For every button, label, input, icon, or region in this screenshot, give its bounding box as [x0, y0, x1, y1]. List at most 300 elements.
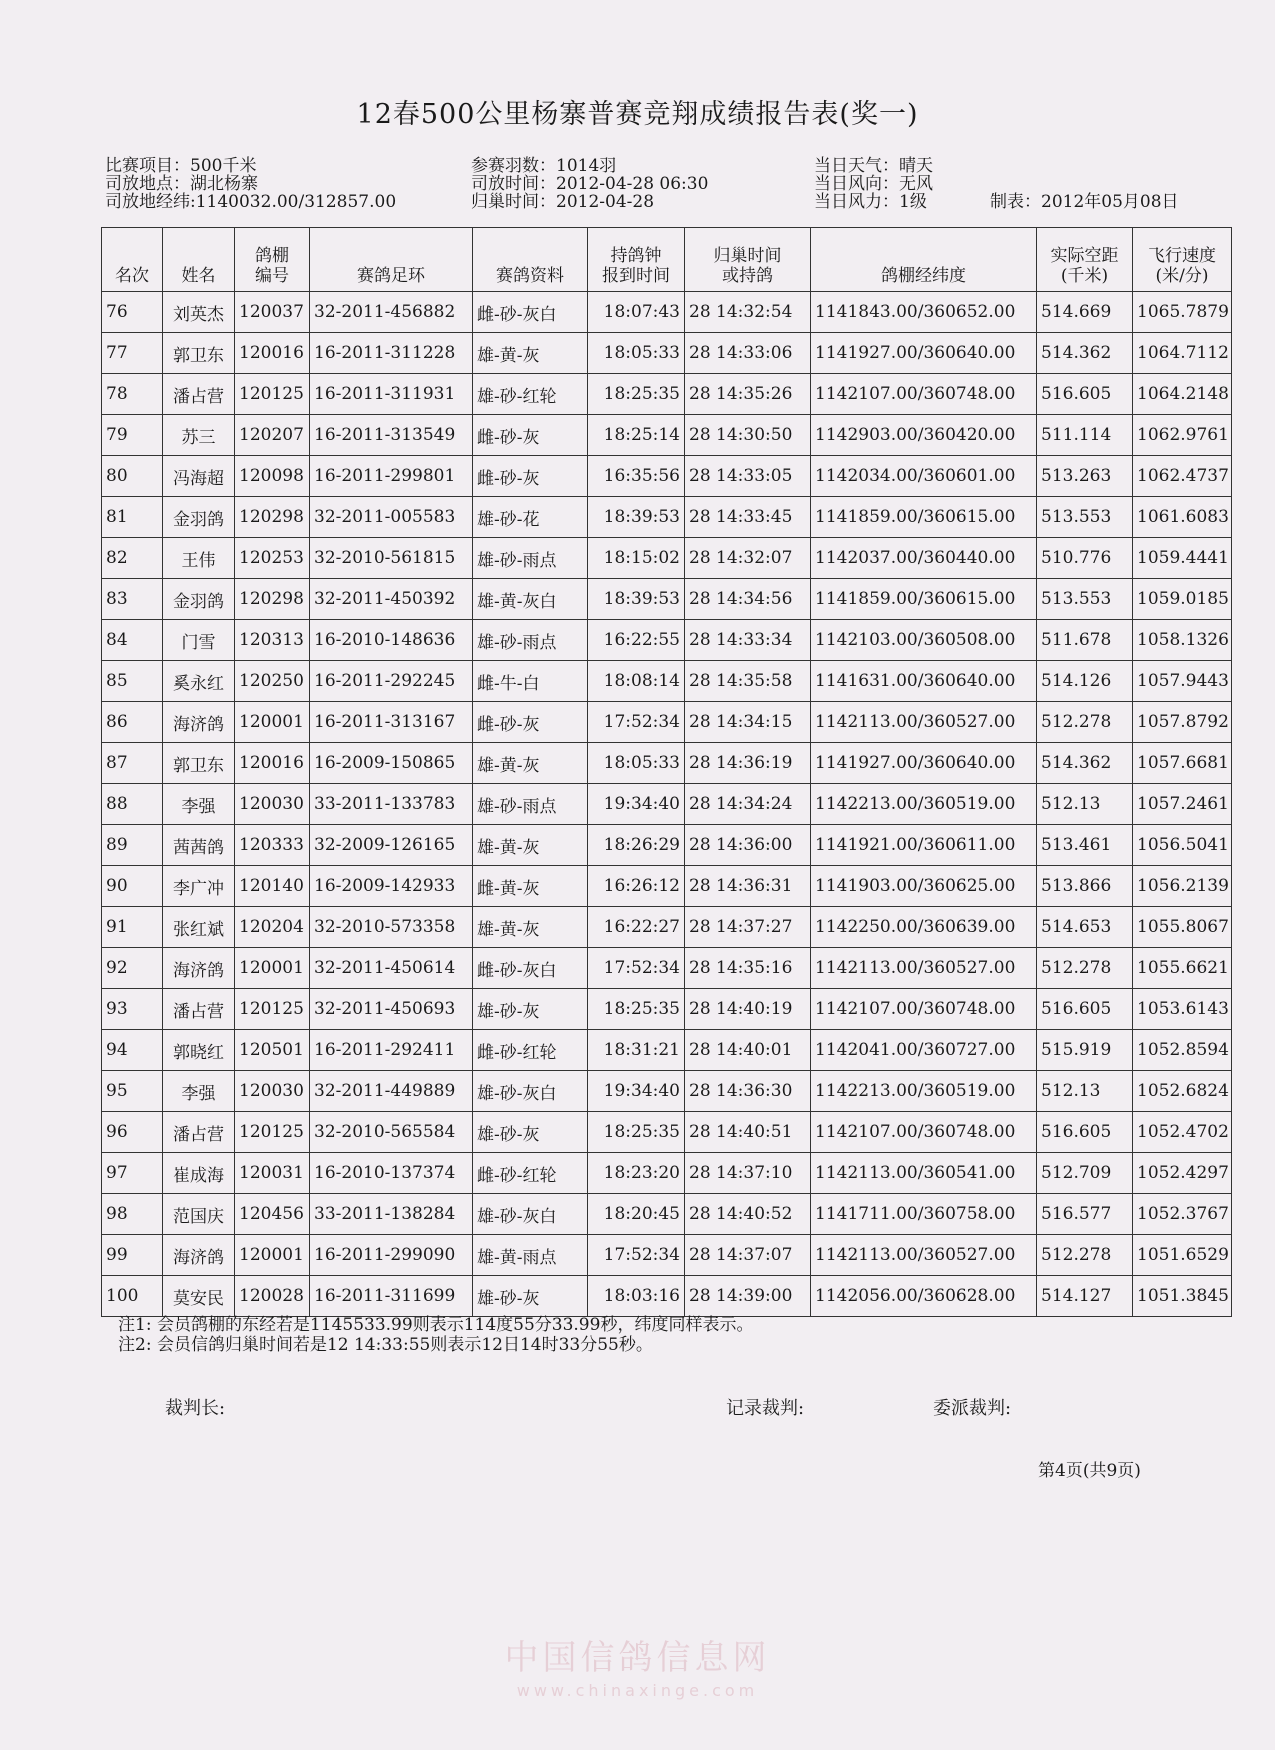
cell-name: 莫安民 — [163, 1276, 235, 1317]
cell-name: 潘占营 — [163, 374, 235, 415]
cell-name: 海济鸽 — [163, 1235, 235, 1276]
cell-return-time: 28 14:40:52 — [685, 1194, 811, 1235]
cell-speed: 1057.6681 — [1133, 743, 1232, 784]
table-row — [102, 661, 1232, 702]
cell-loft-coords: 1142113.00/360527.00 — [811, 948, 1037, 989]
note-1: 注1: 会员鸽棚的东经若是1145533.99则表示114度55分33.99秒，纬度同样表示。 — [118, 1315, 754, 1335]
cell-ring: 16-2009-142933 — [310, 866, 473, 907]
cell-ring: 33-2011-133783 — [310, 784, 473, 825]
cell-loft-id: 120207 — [235, 415, 310, 456]
cell-pigeon-info: 雌-砂-红轮 — [473, 1030, 588, 1071]
cell-rank: 80 — [102, 456, 163, 497]
note-2: 注2: 会员信鸽归巢时间若是12 14:33:55则表示12日14时33分55秒。 — [118, 1335, 653, 1355]
cell-rank: 87 — [102, 743, 163, 784]
cell-clock-time: 18:23:20 — [588, 1153, 685, 1194]
table-row — [102, 784, 1232, 825]
cell-speed: 1051.6529 — [1133, 1235, 1232, 1276]
cell-distance: 516.605 — [1037, 989, 1133, 1030]
cell-name: 苏三 — [163, 415, 235, 456]
cell-name: 范国庆 — [163, 1194, 235, 1235]
table-row — [102, 497, 1232, 538]
cell-loft-coords: 1142103.00/360508.00 — [811, 620, 1037, 661]
cell-speed: 1055.8067 — [1133, 907, 1232, 948]
cell-clock-time: 16:22:55 — [588, 620, 685, 661]
cell-rank: 79 — [102, 415, 163, 456]
cell-speed: 1064.2148 — [1133, 374, 1232, 415]
cell-ring: 16-2011-311228 — [310, 333, 473, 374]
cell-loft-coords: 1142113.00/360527.00 — [811, 1235, 1037, 1276]
cell-rank: 92 — [102, 948, 163, 989]
cell-name: 奚永红 — [163, 661, 235, 702]
cell-clock-time: 16:26:12 — [588, 866, 685, 907]
cell-ring: 33-2011-138284 — [310, 1194, 473, 1235]
cell-loft-coords: 1142107.00/360748.00 — [811, 1112, 1037, 1153]
cell-speed: 1055.6621 — [1133, 948, 1232, 989]
watermark-cn: 中国信鸽信息网 — [504, 1638, 771, 1678]
header-speed: 飞行速度 (米/分) — [1133, 228, 1232, 292]
cell-return-time: 28 14:33:45 — [685, 497, 811, 538]
cell-return-time: 28 14:40:51 — [685, 1112, 811, 1153]
table-row — [102, 1276, 1232, 1317]
cell-loft-coords: 1141903.00/360625.00 — [811, 866, 1037, 907]
cell-name: 张红斌 — [163, 907, 235, 948]
cell-speed: 1052.4297 — [1133, 1153, 1232, 1194]
page-number: 第4页(共9页) — [1038, 1461, 1141, 1481]
info-release-time: 司放时间：2012-04-28 06:30 — [471, 174, 709, 194]
cell-speed: 1057.2461 — [1133, 784, 1232, 825]
cell-clock-time: 18:20:45 — [588, 1194, 685, 1235]
info-return-time: 归巢时间：2012-04-28 — [471, 192, 655, 212]
cell-distance: 514.362 — [1037, 333, 1133, 374]
header-pigeon-info: 赛鸽资料 — [473, 228, 588, 292]
cell-name: 门雪 — [163, 620, 235, 661]
cell-loft-coords: 1141927.00/360640.00 — [811, 743, 1037, 784]
cell-distance: 514.126 — [1037, 661, 1133, 702]
cell-rank: 97 — [102, 1153, 163, 1194]
cell-name: 郭晓红 — [163, 1030, 235, 1071]
cell-rank: 90 — [102, 866, 163, 907]
cell-pigeon-info: 雄-砂-灰 — [473, 1112, 588, 1153]
cell-pigeon-info: 雄-砂-花 — [473, 497, 588, 538]
cell-rank: 93 — [102, 989, 163, 1030]
cell-speed: 1052.6824 — [1133, 1071, 1232, 1112]
table-row — [102, 374, 1232, 415]
info-release-place: 司放地点：湖北杨寨 — [105, 174, 258, 194]
cell-distance: 514.653 — [1037, 907, 1133, 948]
cell-loft-id: 120001 — [235, 702, 310, 743]
cell-clock-time: 18:31:21 — [588, 1030, 685, 1071]
cell-rank: 99 — [102, 1235, 163, 1276]
info-col-3 — [814, 157, 933, 211]
cell-loft-id: 120001 — [235, 948, 310, 989]
table-row — [102, 1235, 1232, 1276]
cell-speed: 1062.9761 — [1133, 415, 1232, 456]
cell-ring: 16-2010-148636 — [310, 620, 473, 661]
cell-name: 茜茜鸽 — [163, 825, 235, 866]
cell-distance: 516.577 — [1037, 1194, 1133, 1235]
cell-rank: 81 — [102, 497, 163, 538]
cell-ring: 32-2011-005583 — [310, 497, 473, 538]
table-row — [102, 456, 1232, 497]
cell-clock-time: 19:34:40 — [588, 784, 685, 825]
cell-loft-id: 120016 — [235, 743, 310, 784]
cell-loft-coords: 1142041.00/360727.00 — [811, 1030, 1037, 1071]
cell-loft-coords: 1142113.00/360527.00 — [811, 702, 1037, 743]
watermark — [0, 1630, 1275, 1700]
cell-loft-coords: 1142113.00/360541.00 — [811, 1153, 1037, 1194]
table-row — [102, 1153, 1232, 1194]
cell-loft-id: 120253 — [235, 538, 310, 579]
cell-rank: 78 — [102, 374, 163, 415]
cell-ring: 32-2009-126165 — [310, 825, 473, 866]
cell-pigeon-info: 雄-砂-灰 — [473, 989, 588, 1030]
cell-speed: 1064.7112 — [1133, 333, 1232, 374]
header-ring: 赛鸽足环 — [310, 228, 473, 292]
table-row — [102, 579, 1232, 620]
cell-speed: 1051.3845 — [1133, 1276, 1232, 1317]
table-row — [102, 415, 1232, 456]
cell-return-time: 28 14:30:50 — [685, 415, 811, 456]
cell-speed: 1056.5041 — [1133, 825, 1232, 866]
cell-ring: 32-2010-565584 — [310, 1112, 473, 1153]
cell-pigeon-info: 雄-黄-灰 — [473, 333, 588, 374]
cell-return-time: 28 14:35:26 — [685, 374, 811, 415]
cell-loft-coords: 1142213.00/360519.00 — [811, 1071, 1037, 1112]
table-row — [102, 620, 1232, 661]
cell-distance: 513.553 — [1037, 497, 1133, 538]
cell-loft-coords: 1142107.00/360748.00 — [811, 374, 1037, 415]
cell-speed: 1061.6083 — [1133, 497, 1232, 538]
cell-speed: 1057.9443 — [1133, 661, 1232, 702]
cell-clock-time: 17:52:34 — [588, 702, 685, 743]
watermark-url: www.chinaxinge.com — [516, 1681, 759, 1700]
table-row — [102, 333, 1232, 374]
cell-pigeon-info: 雌-砂-红轮 — [473, 1153, 588, 1194]
cell-loft-id: 120030 — [235, 784, 310, 825]
cell-clock-time: 19:34:40 — [588, 1071, 685, 1112]
info-release-coords: 司放地经纬:1140032.00/312857.00 — [105, 192, 397, 212]
cell-speed: 1059.0185 — [1133, 579, 1232, 620]
cell-ring: 16-2011-292245 — [310, 661, 473, 702]
cell-distance: 510.776 — [1037, 538, 1133, 579]
recorder-referee-label: 记录裁判: — [726, 1398, 805, 1419]
notes — [118, 1315, 753, 1355]
cell-ring: 16-2010-137374 — [310, 1153, 473, 1194]
cell-loft-coords: 1142034.00/360601.00 — [811, 456, 1037, 497]
cell-ring: 32-2010-561815 — [310, 538, 473, 579]
cell-clock-time: 17:52:34 — [588, 948, 685, 989]
cell-clock-time: 18:05:33 — [588, 743, 685, 784]
cell-rank: 86 — [102, 702, 163, 743]
cell-distance: 515.919 — [1037, 1030, 1133, 1071]
cell-rank: 89 — [102, 825, 163, 866]
cell-return-time: 28 14:36:00 — [685, 825, 811, 866]
cell-distance: 513.553 — [1037, 579, 1133, 620]
cell-loft-id: 120501 — [235, 1030, 310, 1071]
cell-pigeon-info: 雄-砂-雨点 — [473, 538, 588, 579]
cell-loft-id: 120250 — [235, 661, 310, 702]
table-row — [102, 866, 1232, 907]
cell-pigeon-info: 雌-砂-灰白 — [473, 948, 588, 989]
cell-clock-time: 18:39:53 — [588, 579, 685, 620]
cell-return-time: 28 14:34:15 — [685, 702, 811, 743]
header-loft-coords: 鸽棚经纬度 — [811, 228, 1037, 292]
cell-return-time: 28 14:34:24 — [685, 784, 811, 825]
cell-pigeon-info: 雄-砂-雨点 — [473, 620, 588, 661]
cell-clock-time: 18:25:35 — [588, 1112, 685, 1153]
info-weather: 当日天气：晴天 — [814, 156, 933, 176]
cell-pigeon-info: 雄-黄-灰 — [473, 743, 588, 784]
cell-return-time: 28 14:32:07 — [685, 538, 811, 579]
cell-ring: 16-2011-311931 — [310, 374, 473, 415]
cell-name: 郭卫东 — [163, 743, 235, 784]
cell-return-time: 28 14:35:16 — [685, 948, 811, 989]
cell-name: 潘占营 — [163, 1112, 235, 1153]
report-title: 12春500公里杨寨普赛竞翔成绩报告表(奖一) — [356, 99, 919, 130]
cell-loft-coords: 1142056.00/360628.00 — [811, 1276, 1037, 1317]
cell-distance: 513.263 — [1037, 456, 1133, 497]
cell-pigeon-info: 雄-砂-雨点 — [473, 784, 588, 825]
info-wind-force: 当日风力：1级 — [814, 192, 927, 212]
results-table — [101, 227, 1232, 1317]
cell-loft-id: 120204 — [235, 907, 310, 948]
cell-pigeon-info: 雄-砂-灰白 — [473, 1071, 588, 1112]
cell-name: 金羽鸽 — [163, 579, 235, 620]
cell-speed: 1053.6143 — [1133, 989, 1232, 1030]
cell-loft-coords: 1141631.00/360640.00 — [811, 661, 1037, 702]
cell-rank: 100 — [102, 1276, 163, 1317]
cell-ring: 16-2011-313549 — [310, 415, 473, 456]
table-row — [102, 1112, 1232, 1153]
cell-name: 潘占营 — [163, 989, 235, 1030]
cell-pigeon-info: 雌-砂-灰 — [473, 456, 588, 497]
cell-pigeon-info: 雌-砂-灰 — [473, 415, 588, 456]
cell-loft-id: 120125 — [235, 1112, 310, 1153]
delegate-referee-label: 委派裁判: — [933, 1398, 1012, 1419]
header-loft-id: 鸽棚 编号 — [235, 228, 310, 292]
table-row — [102, 989, 1232, 1030]
cell-distance: 514.669 — [1037, 292, 1133, 333]
cell-ring: 16-2011-313167 — [310, 702, 473, 743]
header-distance: 实际空距 (千米) — [1037, 228, 1133, 292]
cell-ring: 16-2011-299801 — [310, 456, 473, 497]
cell-distance: 512.278 — [1037, 948, 1133, 989]
cell-loft-id: 120456 — [235, 1194, 310, 1235]
cell-loft-coords: 1142037.00/360440.00 — [811, 538, 1037, 579]
cell-speed: 1052.3767 — [1133, 1194, 1232, 1235]
cell-rank: 77 — [102, 333, 163, 374]
cell-return-time: 28 14:40:01 — [685, 1030, 811, 1071]
cell-pigeon-info: 雄-黄-灰 — [473, 825, 588, 866]
cell-loft-coords: 1141711.00/360758.00 — [811, 1194, 1037, 1235]
cell-loft-coords: 1142213.00/360519.00 — [811, 784, 1037, 825]
header-rank: 名次 — [102, 228, 163, 292]
cell-speed: 1052.4702 — [1133, 1112, 1232, 1153]
cell-name: 李广冲 — [163, 866, 235, 907]
cell-speed: 1062.4737 — [1133, 456, 1232, 497]
cell-loft-id: 120001 — [235, 1235, 310, 1276]
cell-distance: 516.605 — [1037, 1112, 1133, 1153]
cell-speed: 1056.2139 — [1133, 866, 1232, 907]
cell-return-time: 28 14:36:31 — [685, 866, 811, 907]
cell-name: 李强 — [163, 784, 235, 825]
table-row — [102, 825, 1232, 866]
cell-distance: 512.13 — [1037, 1071, 1133, 1112]
cell-pigeon-info: 雄-黄-灰 — [473, 907, 588, 948]
cell-clock-time: 18:25:14 — [588, 415, 685, 456]
cell-pigeon-info: 雌-牛-白 — [473, 661, 588, 702]
cell-return-time: 28 14:37:07 — [685, 1235, 811, 1276]
cell-rank: 82 — [102, 538, 163, 579]
header-name: 姓名 — [163, 228, 235, 292]
table-row — [102, 292, 1232, 333]
table-row — [102, 948, 1232, 989]
cell-loft-coords: 1142107.00/360748.00 — [811, 989, 1037, 1030]
cell-loft-id: 120031 — [235, 1153, 310, 1194]
cell-loft-id: 120140 — [235, 866, 310, 907]
cell-pigeon-info: 雄-黄-灰白 — [473, 579, 588, 620]
cell-name: 海济鸽 — [163, 702, 235, 743]
cell-rank: 84 — [102, 620, 163, 661]
cell-loft-id: 120125 — [235, 374, 310, 415]
cell-speed: 1065.7879 — [1133, 292, 1232, 333]
table-header-row — [102, 228, 1232, 292]
cell-ring: 16-2009-150865 — [310, 743, 473, 784]
cell-distance: 514.127 — [1037, 1276, 1133, 1317]
cell-distance: 512.278 — [1037, 702, 1133, 743]
info-entry-count: 参赛羽数：1014羽 — [471, 156, 617, 176]
cell-ring: 32-2011-456882 — [310, 292, 473, 333]
table-row — [102, 1030, 1232, 1071]
cell-ring: 16-2011-311699 — [310, 1276, 473, 1317]
cell-return-time: 28 14:37:10 — [685, 1153, 811, 1194]
cell-loft-id: 120028 — [235, 1276, 310, 1317]
cell-rank: 91 — [102, 907, 163, 948]
cell-pigeon-info: 雄-黄-雨点 — [473, 1235, 588, 1276]
cell-pigeon-info: 雌-黄-灰 — [473, 866, 588, 907]
cell-loft-id: 120298 — [235, 579, 310, 620]
cell-ring: 16-2011-292411 — [310, 1030, 473, 1071]
cell-name: 冯海超 — [163, 456, 235, 497]
table-row — [102, 743, 1232, 784]
cell-loft-coords: 1141843.00/360652.00 — [811, 292, 1037, 333]
cell-clock-time: 18:03:16 — [588, 1276, 685, 1317]
cell-return-time: 28 14:33:06 — [685, 333, 811, 374]
cell-pigeon-info: 雌-砂-灰白 — [473, 292, 588, 333]
cell-loft-id: 120298 — [235, 497, 310, 538]
header-return-time: 归巢时间 或持鸽 — [685, 228, 811, 292]
chief-referee-label: 裁判长: — [165, 1398, 226, 1419]
cell-return-time: 28 14:40:19 — [685, 989, 811, 1030]
cell-ring: 16-2011-299090 — [310, 1235, 473, 1276]
cell-ring: 32-2011-450392 — [310, 579, 473, 620]
cell-name: 崔成海 — [163, 1153, 235, 1194]
cell-name: 李强 — [163, 1071, 235, 1112]
cell-name: 郭卫东 — [163, 333, 235, 374]
cell-name: 海济鸽 — [163, 948, 235, 989]
cell-return-time: 28 14:33:05 — [685, 456, 811, 497]
cell-return-time: 28 14:33:34 — [685, 620, 811, 661]
cell-ring: 32-2011-450693 — [310, 989, 473, 1030]
cell-clock-time: 18:15:02 — [588, 538, 685, 579]
cell-rank: 96 — [102, 1112, 163, 1153]
cell-loft-id: 120037 — [235, 292, 310, 333]
cell-distance: 511.678 — [1037, 620, 1133, 661]
cell-loft-coords: 1142903.00/360420.00 — [811, 415, 1037, 456]
cell-speed: 1052.8594 — [1133, 1030, 1232, 1071]
cell-clock-time: 18:26:29 — [588, 825, 685, 866]
cell-distance: 516.605 — [1037, 374, 1133, 415]
cell-loft-coords: 1142250.00/360639.00 — [811, 907, 1037, 948]
cell-distance: 513.461 — [1037, 825, 1133, 866]
cell-rank: 76 — [102, 292, 163, 333]
cell-ring: 32-2011-450614 — [310, 948, 473, 989]
header-clock-time: 持鸽钟 报到时间 — [588, 228, 685, 292]
cell-rank: 98 — [102, 1194, 163, 1235]
cell-clock-time: 18:25:35 — [588, 374, 685, 415]
cell-clock-time: 17:52:34 — [588, 1235, 685, 1276]
cell-pigeon-info: 雄-砂-灰 — [473, 1276, 588, 1317]
cell-loft-coords: 1141859.00/360615.00 — [811, 579, 1037, 620]
cell-clock-time: 18:08:14 — [588, 661, 685, 702]
cell-return-time: 28 14:32:54 — [685, 292, 811, 333]
cell-distance: 512.278 — [1037, 1235, 1133, 1276]
info-col-2 — [471, 157, 708, 211]
cell-rank: 85 — [102, 661, 163, 702]
cell-clock-time: 18:05:33 — [588, 333, 685, 374]
table-row — [102, 907, 1232, 948]
info-col-1 — [105, 157, 396, 211]
cell-loft-coords: 1141921.00/360611.00 — [811, 825, 1037, 866]
cell-loft-coords: 1141927.00/360640.00 — [811, 333, 1037, 374]
cell-clock-time: 16:35:56 — [588, 456, 685, 497]
cell-return-time: 28 14:37:27 — [685, 907, 811, 948]
cell-name: 刘英杰 — [163, 292, 235, 333]
info-wind-direction: 当日风向：无风 — [814, 174, 933, 194]
cell-loft-id: 120333 — [235, 825, 310, 866]
cell-name: 金羽鸽 — [163, 497, 235, 538]
cell-distance: 511.114 — [1037, 415, 1133, 456]
cell-return-time: 28 14:34:56 — [685, 579, 811, 620]
cell-loft-coords: 1141859.00/360615.00 — [811, 497, 1037, 538]
cell-distance: 512.709 — [1037, 1153, 1133, 1194]
table-row — [102, 1071, 1232, 1112]
cell-clock-time: 18:39:53 — [588, 497, 685, 538]
info-race-item: 比赛项目：500千米 — [105, 156, 257, 176]
cell-clock-time: 18:25:35 — [588, 989, 685, 1030]
cell-distance: 512.13 — [1037, 784, 1133, 825]
cell-pigeon-info: 雄-砂-灰白 — [473, 1194, 588, 1235]
cell-ring: 32-2011-449889 — [310, 1071, 473, 1112]
cell-return-time: 28 14:39:00 — [685, 1276, 811, 1317]
cell-distance: 514.362 — [1037, 743, 1133, 784]
cell-clock-time: 16:22:27 — [588, 907, 685, 948]
table-body — [102, 292, 1232, 1317]
table-row — [102, 538, 1232, 579]
cell-return-time: 28 14:36:30 — [685, 1071, 811, 1112]
info-made-date: 制表：2012年05月08日 — [990, 192, 1179, 212]
table-row — [102, 1194, 1232, 1235]
cell-clock-time: 18:07:43 — [588, 292, 685, 333]
cell-loft-id: 120016 — [235, 333, 310, 374]
cell-loft-id: 120098 — [235, 456, 310, 497]
cell-ring: 32-2010-573358 — [310, 907, 473, 948]
cell-rank: 88 — [102, 784, 163, 825]
cell-speed: 1058.1326 — [1133, 620, 1232, 661]
cell-rank: 94 — [102, 1030, 163, 1071]
cell-speed: 1059.4441 — [1133, 538, 1232, 579]
cell-name: 王伟 — [163, 538, 235, 579]
